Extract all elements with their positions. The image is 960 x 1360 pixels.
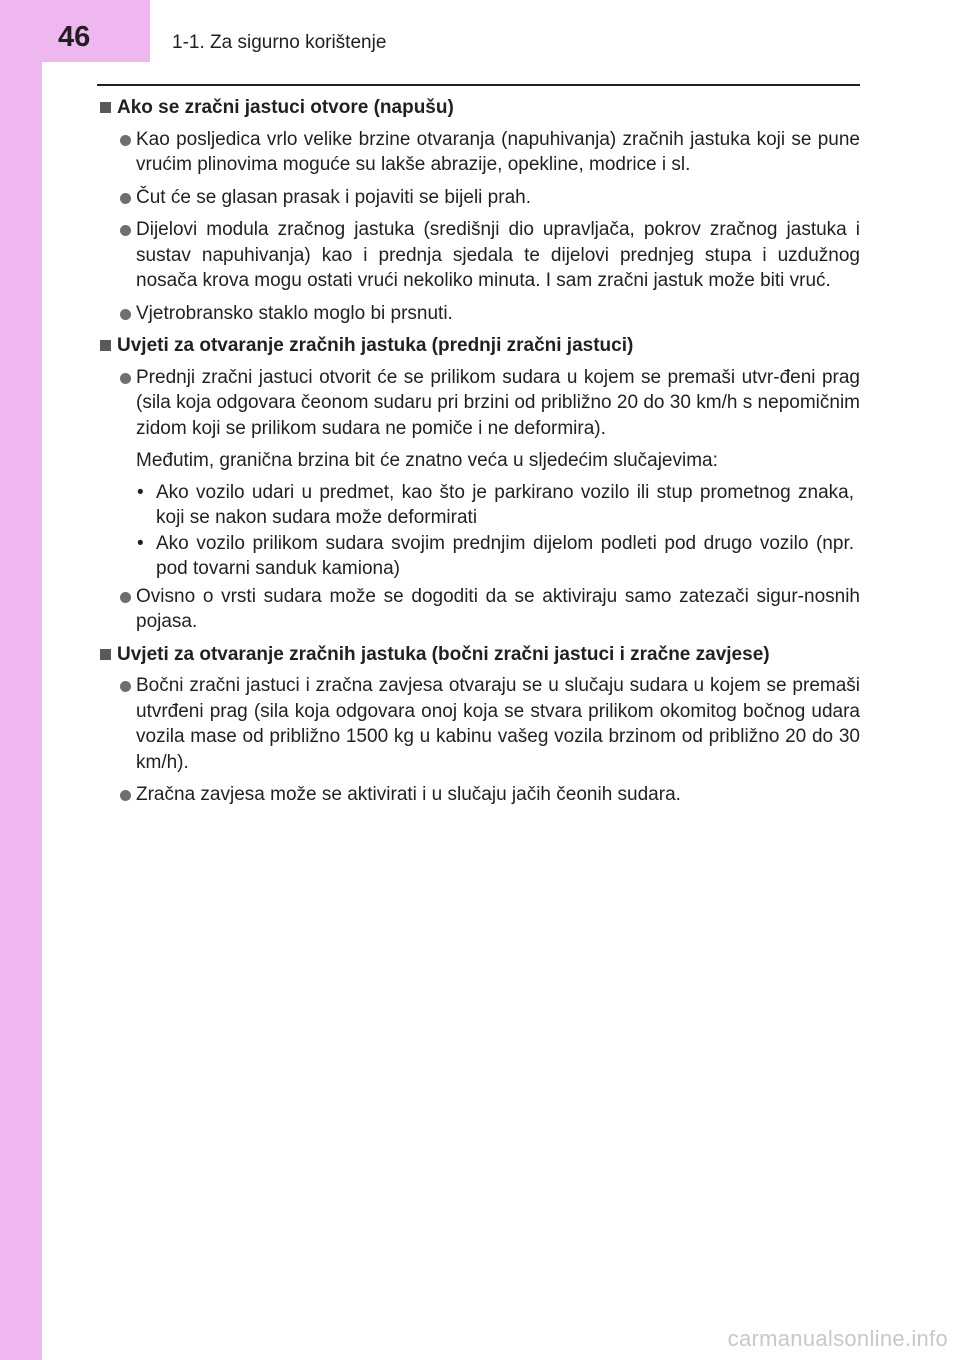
- list-item: [97, 584, 860, 635]
- list-item: [97, 185, 860, 211]
- sub-list-item: [97, 531, 860, 582]
- list-item: [97, 217, 860, 294]
- list-item: [97, 365, 860, 442]
- sub-bullet-icon: •: [137, 532, 144, 554]
- list-item-text: Čut će se glasan prasak i pojaviti se bijeli prah.: [136, 186, 531, 208]
- circle-bullet-icon: [120, 681, 131, 692]
- header-rule: [97, 84, 860, 86]
- square-bullet-icon: [100, 649, 111, 660]
- list-item-text: Bočni zračni jastuci i zračna zavjesa otvaraju se u slučaju sudara u kojem se premaši utvrđeni prag (sila koja odgovara onoj koja se stvara prilikom okomitog bočnog udara vozila mase od približno 1500 kg u kabinu vašeg vozila brzinom od približno 20 do 30 km/h).: [136, 675, 860, 773]
- sub-bullet-icon: •: [137, 481, 144, 503]
- list-item: [97, 127, 860, 178]
- list-item-text: Prednji zračni jastuci otvorit će se prilikom sudara u kojem se premaši utvr-đeni prag (sila koja odgovara čeonom sudaru pri brzini od približno 20 do 30 km/h s nepomičnim zidom koji se prilikom sudara ne pomiče i ne deformira).: [136, 366, 860, 439]
- page-side-band: [0, 0, 42, 1360]
- list-item: [97, 782, 860, 808]
- sub-list-item-text: Ako vozilo udari u predmet, kao što je parkirano vozilo ili stup prometnog znaka, koji se nakon sudara može deformirati: [156, 481, 854, 528]
- list-item-text: Vjetrobransko staklo moglo bi prsnuti.: [136, 302, 453, 324]
- watermark: carmanualsonline.info: [727, 1326, 948, 1351]
- list-item-text: Ovisno o vrsti sudara može se dogoditi da se aktiviraju samo zatezači sigur-nosnih pojasa.: [136, 585, 860, 632]
- circle-bullet-icon: [120, 592, 131, 603]
- sub-list-item: [97, 480, 860, 531]
- list-item: [97, 673, 860, 775]
- page-content: [97, 95, 860, 815]
- circle-bullet-icon: [120, 135, 131, 146]
- circle-bullet-icon: [120, 373, 131, 384]
- section-heading: [97, 95, 860, 121]
- sub-list-item-text: Ako vozilo prilikom sudara svojim prednjim dijelom podleti pod drugo vozilo (npr. pod tovarni sanduk kamiona): [156, 532, 854, 579]
- list-item-text: Dijelovi modula zračnog jastuka (središnji dio upravljača, pokrov zračnog jastuka i sustav napuhivanja) kao i prednja sjedala te dijelovi prednjeg stupa i uzdužnog nosača krova mogu ostati vrući nekoliko minuta. I sam zračni jastuk može biti vruć.: [136, 219, 860, 291]
- circle-bullet-icon: [120, 225, 131, 236]
- section-heading: [97, 333, 860, 359]
- list-item-text: Kao posljedica vrlo velike brzine otvaranja (napuhivanja) zračnih jastuka koji se pune vrućim plinovima moguće su lakše abrazije, opekline, modrice i sl.: [136, 128, 860, 175]
- circle-bullet-icon: [120, 309, 131, 320]
- section-heading-text: Uvjeti za otvaranje zračnih jastuka (prednji zračni jastuci): [117, 335, 634, 356]
- section-heading-text: Uvjeti za otvaranje zračnih jastuka (bočni zračni jastuci i zračne zavjese): [117, 643, 770, 665]
- list-item-text: Zračna zavjesa može se aktivirati i u slučaju jačih čeonih sudara.: [136, 784, 681, 805]
- section-heading-text: Ako se zračni jastuci otvore (napušu): [117, 97, 454, 118]
- page-number: 46: [58, 21, 91, 53]
- square-bullet-icon: [100, 340, 111, 351]
- list-note: Međutim, granična brzina bit će znatno veća u sljedećim slučajevima:: [136, 450, 718, 471]
- square-bullet-icon: [100, 102, 111, 113]
- circle-bullet-icon: [120, 790, 131, 801]
- section-title: 1-1. Za sigurno korištenje: [172, 32, 387, 53]
- sub-list: [97, 480, 860, 582]
- circle-bullet-icon: [120, 193, 131, 204]
- section-heading: [97, 642, 860, 668]
- list-item: [97, 301, 860, 327]
